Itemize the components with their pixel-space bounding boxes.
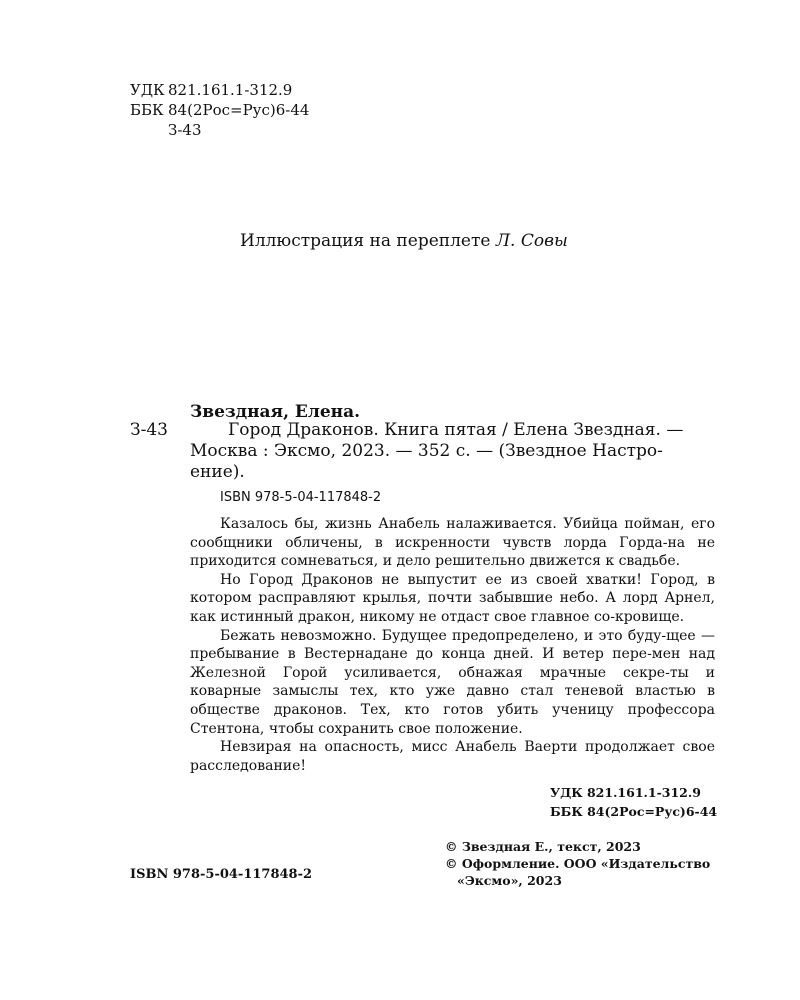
author-heading: Звездная, Елена. xyxy=(190,402,361,422)
copyright-line: © Оформление. ООО «Издательство xyxy=(445,856,711,871)
bib-cutter-code: З-43 xyxy=(130,420,168,440)
illustration-artist: Л. Совы xyxy=(495,231,568,251)
illustration-prefix: Иллюстрация на переплете xyxy=(240,231,491,251)
copyright-line: © Звездная Е., текст, 2023 xyxy=(445,839,641,854)
bib-isbn: ISBN 978-5-04-117848-2 xyxy=(220,490,382,505)
bib-line: Город Драконов. Книга пятая / Елена Звездная. — xyxy=(228,420,684,440)
bib-line: Москва : Эксмо, 2023. — 352 с. — (Звездное Настро- xyxy=(190,441,663,461)
annotation-paragraph: Невзирая на опасность, мисс Анабель Ваерти продолжает свое расследование! xyxy=(190,739,715,774)
copyright-block xyxy=(445,838,710,889)
cutter-code: З-43 xyxy=(168,121,202,139)
illustration-credit xyxy=(240,231,568,251)
footer-bbk: ББК 84(2Рос=Рус)6-44 xyxy=(550,804,718,819)
footer-classification xyxy=(550,783,717,821)
udk-label: УДК xyxy=(130,81,165,99)
bbk-value: 84(2Рос=Рус)6-44 xyxy=(168,101,310,119)
udk-value: 821.161.1-312.9 xyxy=(168,81,293,99)
bib-line: ение). xyxy=(190,462,245,482)
annotation-paragraph: Но Город Драконов не выпустит ее из своей хватки! Город, в котором расправляют крылья, почти забывшие небо. А лорд Арнел, как истинный дракон, никому не отдаст свое главное со-кровище. xyxy=(190,571,715,625)
annotation-paragraph: Казалось бы, жизнь Анабель налаживается. Убийца пойман, его сообщники обличены, в искренности чувств лорда Горда-на не приходится сомневаться, и дело решительно движется к свадьбе. xyxy=(190,516,715,570)
footer-udk: УДК 821.161.1-312.9 xyxy=(550,785,701,800)
cutter-line xyxy=(130,120,309,140)
footer-isbn: ISBN 978-5-04-117848-2 xyxy=(130,867,313,882)
bibliographic-description xyxy=(190,420,715,483)
annotation-paragraph: Бежать невозможно. Будущее предопределено, и это буду-щее — пребывание в Вестернадане до конца дней. И ветер пере-мен над Железной Горой усиливается, обнажая мрачные секре-ты и коварные замыслы тех, кто уже давно стал теневой властью в обществе драконов. Тех, кто готов убить ученицу профессора Стентона, чтобы сохранить свое положение. xyxy=(190,627,715,737)
annotation xyxy=(190,515,715,775)
bbk-label: ББК xyxy=(130,101,164,119)
udk-line xyxy=(130,80,309,100)
copyright-line: «Эксмо», 2023 xyxy=(457,873,562,888)
bbk-line xyxy=(130,100,309,120)
classification-block xyxy=(130,80,309,140)
